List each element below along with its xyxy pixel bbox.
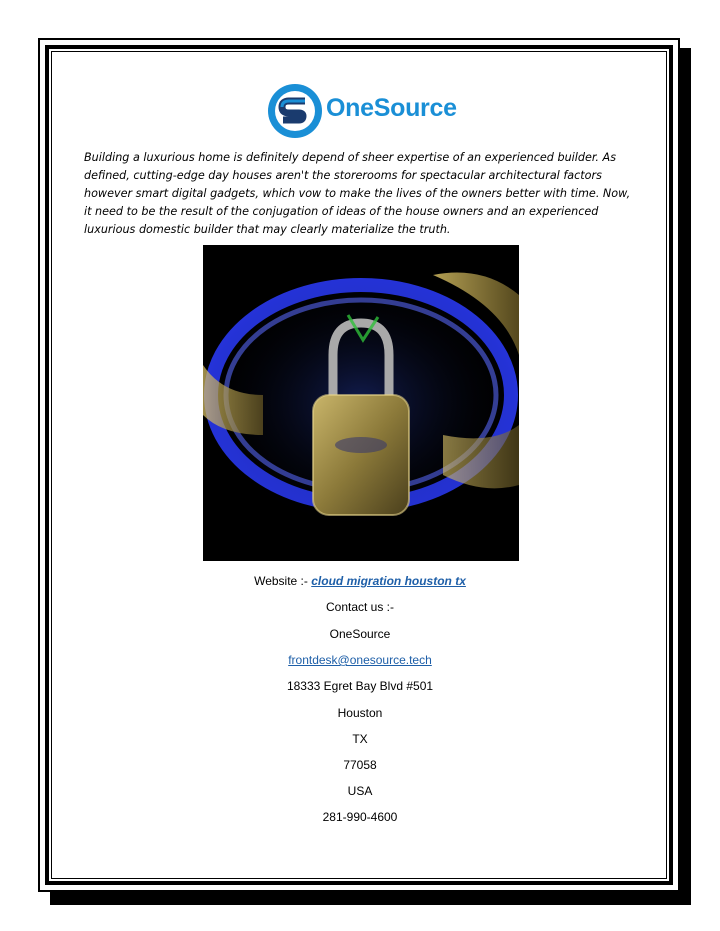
phone-number: 281-990-4600 bbox=[322, 810, 398, 824]
website-label: Website :- bbox=[254, 574, 312, 588]
security-padlock-image bbox=[203, 245, 519, 561]
contact-label: Contact us :- bbox=[325, 600, 395, 614]
zip-code: 77058 bbox=[343, 758, 377, 772]
street-address: 18333 Egret Bay Blvd #501 bbox=[286, 679, 434, 693]
email-link[interactable]: frontdesk@onesource.tech bbox=[288, 653, 432, 667]
state: TX bbox=[352, 732, 368, 746]
intro-paragraph: Building a luxurious home is definitely depend of sheer expertise of an experienced builder. As defined, cutting-edge day houses aren't the storerooms for spectacular architectural factors however smart digital gadgets, which vow to make the lives of the owners better with time. Now, it need to be the result of the conjugation of ideas of the house owners and an experienced luxurious domestic builder that may clearly materialize the truth. bbox=[84, 151, 631, 236]
email-line bbox=[0, 652, 720, 668]
website-line bbox=[0, 573, 720, 589]
company-name: OneSource bbox=[329, 627, 391, 641]
website-link[interactable]: cloud migration houston tx bbox=[311, 574, 466, 588]
onesource-logo bbox=[267, 83, 457, 141]
country: USA bbox=[347, 784, 373, 798]
padlock-icon bbox=[203, 245, 519, 561]
logo-wordmark: OneSource bbox=[326, 94, 457, 122]
city: Houston bbox=[337, 706, 383, 720]
onesource-logo-mark-icon bbox=[267, 83, 323, 139]
